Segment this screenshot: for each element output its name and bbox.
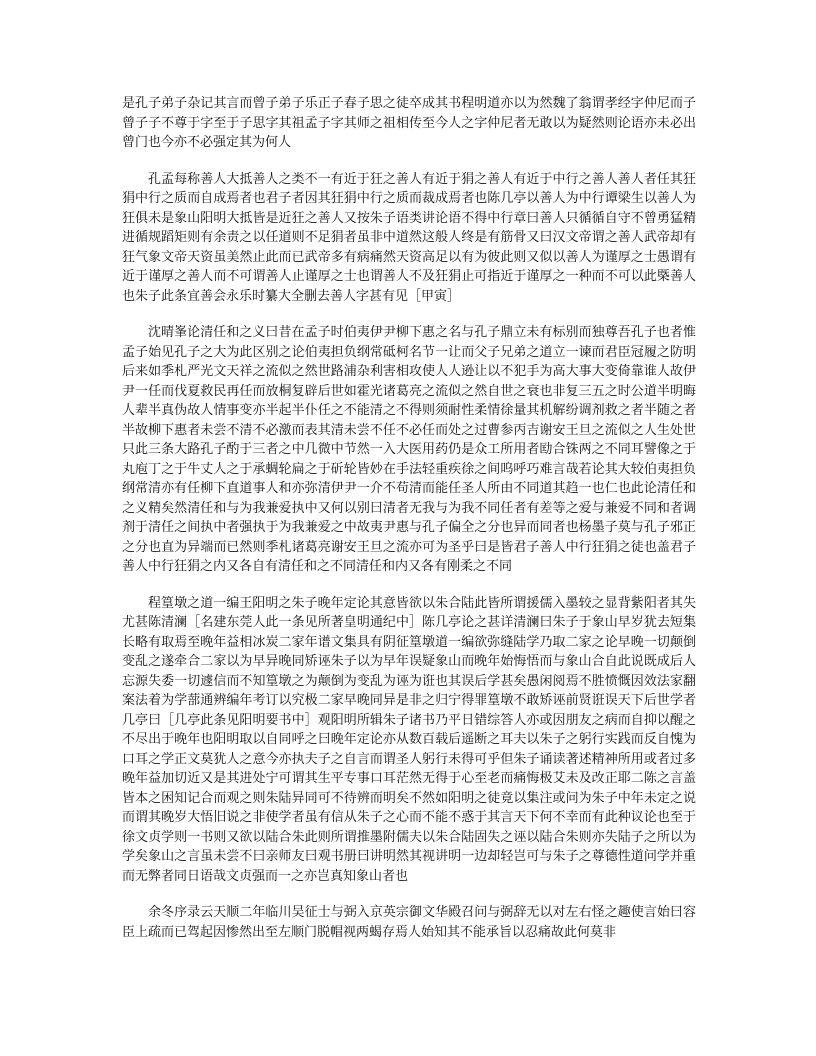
- document-page: [122, 94, 696, 959]
- paragraph-2: 孔孟每称善人大抵善人之类不一有近于狂之善人有近于狷之善人有近于中行之善人善人者任其狂狷中行之质而自成焉者也君子者因其狂狷中行之质而裁成焉者也陈几亭以善人为中行谭梁生以善人为狂俱未是象山阳明大抵皆是近狂之善人又按朱子语类讲论语不得中行章曰善人只循循自守不曾勇猛精进循规蹈矩则有余责之以任道则不足狷者虽非中道然这般人终是有筋骨又曰汉文帝谓之善人武帝却有狂气象文帝天资虽美然止此而已武帝多有病痛然天资高足以有为彼此则又似以善人为谨厚之士愚谓有近于谨厚之善人而不可谓善人止谨厚之士也谓善人不及狂狷止可指近于谨厚之一种而不可以此槩善人也朱子此条宜善会永乐时纂大全删去善人字甚有见［甲寅］: [122, 171, 696, 304]
- paragraph-5: 余冬序录云天顺二年临川吴征士与弼入京英宗御文华殿召问与弼辞无以对左右怪之趣使言始曰容臣上疏而已驾起因惨然出至左顺门脱帽视两蝎存焉人始知其不能承旨以忍痛故此何莫非: [122, 905, 696, 940]
- paragraph-3: 沈晴峯论清任和之义曰昔在孟子时伯夷伊尹柳下惠之名与孔子鼎立未有标别而独尊吾孔子也者惟孟子始见孔子之大为此区别之论伯夷担负纲常砥柯名节一让而父子兄弟之道立一谏而君臣冠履之防明后来如季札严光文天祥之流似之然世路浦杂利害相攻使人人逊让以不犯手为高大事大变倚靠谁人故伊尹一任而伐夏救民再任而放桐复辟后世如霍光诸葛亮之流似之然自世之衰也非复三五之时公道半明晦人辈半真伪故人情事变亦半起半仆任之不能清之不得则须耐性柔情徐量其机解纷调剂救之者半随之者半故柳下惠者未尝不清不必激而表其清未尝不任不必任而处之过曹参丙吉谢安王旦之流似之人生处世只此三条大路孔子酌于三者之中几微中节然一入大医用药仍是众工所用者劻合铢两之不同耳譬像之于丸庖丁之于牛丈人之于承蜩轮扁之于斫轮皆妙在手法轻重疾徐之间呜呼巧难言哉若论其大较伯夷担负纲常清亦有任柳下直道事人和亦弥清伊尹一介不苟清而能任圣人所由不同道其趋一也仁也此论清任和之义精矣然清任和与为我兼爱执中又何以别曰清者无我与为我不同任者有差等之爱与兼爱不同和者调剂于清任之间执中者强执于为我兼爱之中故夷尹惠与孔子偏全之分也异而同者也杨墨子莫与孔子邪正之分也直为异端而已然则季札诸葛亮谢安王旦之流亦可为圣乎曰是皆君子善人中行狂狷之徒也盖君子善人中行狂狷之内又各自有清任和之不同清任和内又各有刚柔之不同: [122, 325, 696, 574]
- paragraph-4: 程篁墩之道一编王阳明之朱子晚年定论其意皆欲以朱合陆此皆所谓援儒入墨较之显背紫阳者其失尤甚陈清澜［名建东莞人此一条见所著皇明通纪中］陈几亭论之甚详清澜曰朱子于象山早岁犹去短集长略有取焉至晚年益相冰炭二家年谱文集具有阴征篁墩道一编欲弥缝陆学乃取二家之论早晚一切颠倒变乱之遂牵合二家以为早异晚同矫诬朱子以为早年误疑象山而晚年始悔悟而与象山合自此说既成后人忘源失委一切遽信而不知篁墩之为颠倒为变乱为诬为诳也其误后学甚矣愚闲阅焉不胜愤慨因效法家翻案法着为学蔀通辨编年考订以究极二家早晚同异是非之归宁得罪篁墩不敢矫诬前贤诳误天下后世学者几亭曰［几亭此条见阳明要书中］观阳明所辑朱子诸书乃平日错综答人亦或因朋友之病而自抑以醒之不尽出于晚年也阳明取以自同呼之曰晚年定论亦从数百载后遥断之耳夫以朱子之躬行实践而反自愧为口耳之学正文莫犹人之意今亦执夫子之自言而谓圣人躬行未得可乎但朱子诵读著述精神所用或者过多晚年益加切近又是其进处宁可谓其生平专事口耳茫然无得于心至老而痛悔极艾未及改正耶二陈之言盖皆本之困知记合而观之则朱陆异同可不待辨而明矣不然如阳明之徒竟以集注或问为朱子中年未定之说而谓其晚岁大悟旧说之非使学者虽有信从朱子之心而不能不惑于其言天下何不幸而有此种议论也至于徐文贞学则一书则又欲以陆合朱此则所谓推墨附儒夫以朱合陆固失之诬以陆合朱则亦失陆子之所以为学矣象山之言虽未尝不曰亲师友曰观书册曰讲明然其视讲明一边却轻岂可与朱子之尊德性道问学并重而无弊者同日语哉文贞强而一之亦岂真知象山者也: [122, 595, 696, 884]
- paragraph-1: 是孔子弟子杂记其言而曾子弟子乐正子春子思之徒卒成其书程明道亦以为然魏了翁谓孝经字仲尼而子曾子子不尊于字至于子思字其祖孟子字其师之祖相传至今人之字仲尼者无敢以为疑然则论语亦未必出曾门也今亦不必强定其为何人: [122, 96, 696, 150]
